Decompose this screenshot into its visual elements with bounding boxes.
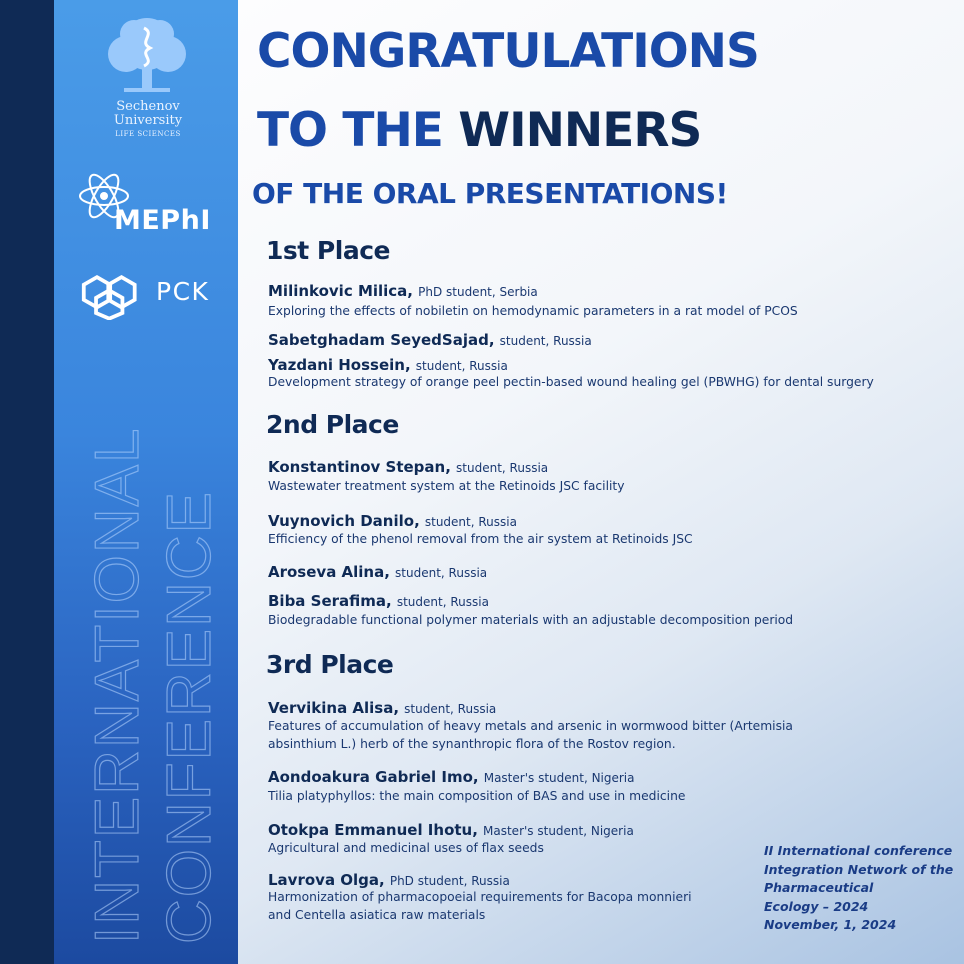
university-line-2: University [113,113,183,128]
winner-status: PhD student, Russia [389,874,510,888]
winner-name: Aroseva Alina, [268,563,390,581]
heading-to-the: TO THE [257,103,459,158]
winner-name-row [268,820,634,839]
winner-name-row [268,591,489,610]
conference-line-5: November, 1, 2024 [764,917,897,932]
mephi-logo-text: MEPhI [114,205,211,236]
place-title-2: 2nd Place [266,410,399,439]
winner-topic: Tilia platyphyllos: the main composition of BAS and use in medicine [268,789,686,803]
winner-status: student, Russia [424,515,517,529]
winner-status: student, Russia [395,566,488,580]
winner-topic: Efficiency of the phenol removal from the air system at Retinoids JSC [268,532,693,546]
sidebar [54,0,238,964]
winner-status: student, Russia [396,595,489,609]
winner-name: Yazdani Hossein, [268,356,411,374]
winner-name-row [268,511,517,530]
vertical-text-conference: CONFERENCE [155,489,224,944]
vertical-text-international: INTERNATIONAL [83,426,152,944]
winner-name: Milinkovic Milica, [268,282,414,300]
winner-name-row [268,457,548,476]
university-line-1: Sechenov [116,99,180,114]
winner-status: PhD student, Serbia [418,285,538,299]
conference-line-3: Pharmaceutical [764,880,874,895]
winner-name-row [268,281,538,300]
winner-topic: Development strategy of orange peel pectin-based wound healing gel (PBWHG) for dental surgery [268,375,874,389]
winner-name-row [268,330,592,349]
winner-topic: Biodegradable functional polymer materials with an adjustable decomposition period [268,613,794,627]
winner-topic: Features of accumulation of heavy metals and arsenic in wormwood bitter (Artemisia [268,719,793,733]
conference-line-4: Ecology – 2024 [764,898,869,914]
winner-name: Aondoakura Gabriel Imo, [268,768,479,786]
sechenov-tree-logo-icon [104,14,190,96]
sechenov-university-logo [74,100,222,140]
left-dark-strip [0,0,54,964]
winner-name: Vuynovich Danilo, [268,512,420,530]
place-title-3: 3rd Place [266,650,394,679]
winner-name-row [268,767,635,786]
winner-status: student, Russia [415,359,508,373]
winner-name-row [268,698,496,717]
winner-status: Master's student, Nigeria [483,824,634,838]
winner-name: Sabetghadam SeyedSajad, [268,331,495,349]
conference-line-1: II International conference [764,843,953,858]
winner-status: student, Russia [499,334,592,348]
winner-name: Otokpa Emmanuel Ihotu, [268,821,478,839]
winner-topic-cont: absinthium L.) herb of the synanthropic flora of the Rostov region. [268,737,676,751]
heading-winners-word: WINNERS [458,103,702,158]
conference-line-2: Integration Network of the [764,861,954,877]
winner-status: student, Russia [404,702,497,716]
university-sub: LIFE SCIENCES [115,130,181,138]
rck-logo-text: PCK [156,277,210,306]
winner-topic: Harmonization of pharmacopoeial requirements for Bacopa monnieri [268,890,692,904]
winner-topic-cont: and Centella asiatica raw materials [268,908,486,922]
rck-hexagon-icon [80,272,146,320]
winner-status: student, Russia [456,461,549,475]
winner-topic: Agricultural and medicinal uses of flax seeds [268,841,544,855]
conference-info [764,842,953,935]
heading-congratulations: CONGRATULATIONS [257,24,759,79]
winner-topic: Exploring the effects of nobiletin on hemodynamic parameters in a rat model of PCOS [268,304,798,318]
place-title-1: 1st Place [266,236,390,265]
winner-topic: Wastewater treatment system at the Retinoids JSC facility [268,479,625,493]
heading-oral-presentations: OF THE ORAL PRESENTATIONS! [252,177,728,210]
winner-name: Biba Serafima, [268,592,392,610]
winner-name: Vervikina Alisa, [268,699,400,717]
winner-name-row [268,355,508,374]
winner-status: Master's student, Nigeria [483,771,635,785]
winner-name-row [268,870,510,889]
winner-name: Konstantinov Stepan, [268,458,451,476]
winner-name-row [268,562,487,581]
heading-winners [257,103,701,158]
winner-name: Lavrova Olga, [268,871,385,889]
